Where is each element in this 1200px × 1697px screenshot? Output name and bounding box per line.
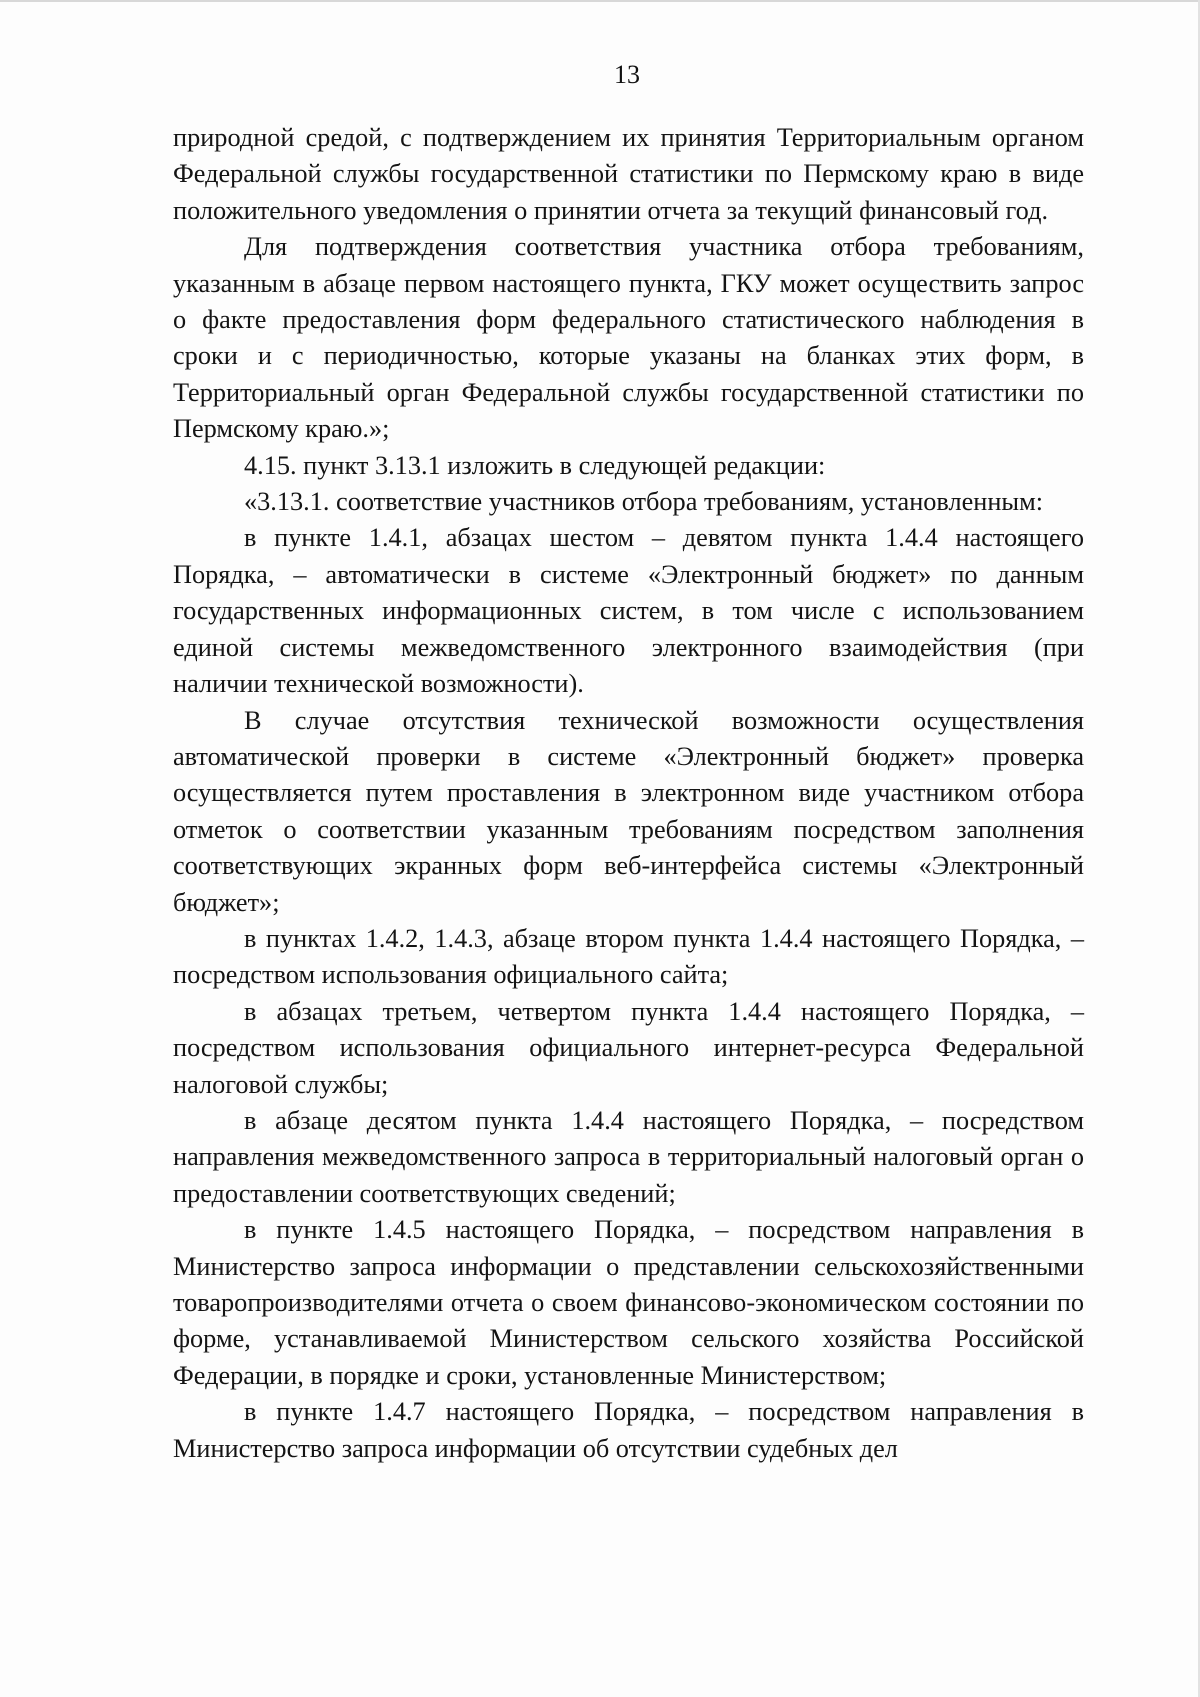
paragraph: в пункте 1.4.1, абзацах шестом – девятом пункта 1.4.4 настоящего Порядка, – автоматически в системе «Электронный бюджет» по данным государственных информационных систем, в том числе с использованием единой системы межведомственного электронного взаимодействия (при наличии технической возможности). <box>173 523 1084 699</box>
paragraph: в пункте 1.4.5 настоящего Порядка, – посредством направления в Министерство запроса информации о представлении сельскохозяйственными товаропроизводителями отчета о своем финансово-экономическом состоянии по форме, устанавливаемой Министерством сельского хозяйства Российской Федерации, в порядке и сроки, установленные Министерством; <box>173 1215 1084 1390</box>
paragraph: в абзаце десятом пункта 1.4.4 настоящего Порядка, – посредством направления межведомственного запроса в территориальный налоговый орган о предоставлении соответствующих сведений; <box>173 1105 1084 1208</box>
paragraph: Для подтверждения соответствия участника отбора требованиям, указанным в абзаце первом настоящего пункта, ГКУ может осуществить запрос о факте предоставления форм федерального статистического наблюдения в сроки и с периодичностью, которые указаны на бланках этих форм, в Территориальный орган Федеральной службы государственной статистики по Пермскому краю.»; <box>173 232 1084 444</box>
page-number: 13 <box>614 60 640 89</box>
document-body <box>173 120 1084 1467</box>
paragraph: в абзацах третьем, четвертом пункта 1.4.4 настоящего Порядка, – посредством использования официального интернет-ресурса Федеральной налоговой службы; <box>173 996 1084 1099</box>
paragraph: 4.15. пункт 3.13.1 изложить в следующей редакции: <box>244 450 826 480</box>
paragraph: В случае отсутствия технической возможности осуществления автоматической проверки в системе «Электронный бюджет» проверка осуществляется путем проставления в электронном виде участником отбора отметок о соответствии указанным требованиям посредством заполнения соответствующих экранных форм веб-интерфейса системы «Электронный бюджет»; <box>173 705 1084 917</box>
paragraph: в пункте 1.4.7 настоящего Порядка, – посредством направления в Министерство запроса информации об отсутствии судебных дел <box>173 1397 1084 1463</box>
paragraph: в пунктах 1.4.2, 1.4.3, абзаце втором пункта 1.4.4 настоящего Порядка, – посредством использования официального сайта; <box>173 923 1084 990</box>
paragraph: природной средой, с подтверждением их принятия Территориальным органом Федеральной службы государственной статистики по Пермскому краю в виде положительного уведомления о принятии отчета за текущий финансовый год. <box>173 123 1084 225</box>
page-top-edge <box>0 0 1200 2</box>
paragraph: «3.13.1. соответствие участников отбора требованиям, установленным: <box>244 487 1044 517</box>
